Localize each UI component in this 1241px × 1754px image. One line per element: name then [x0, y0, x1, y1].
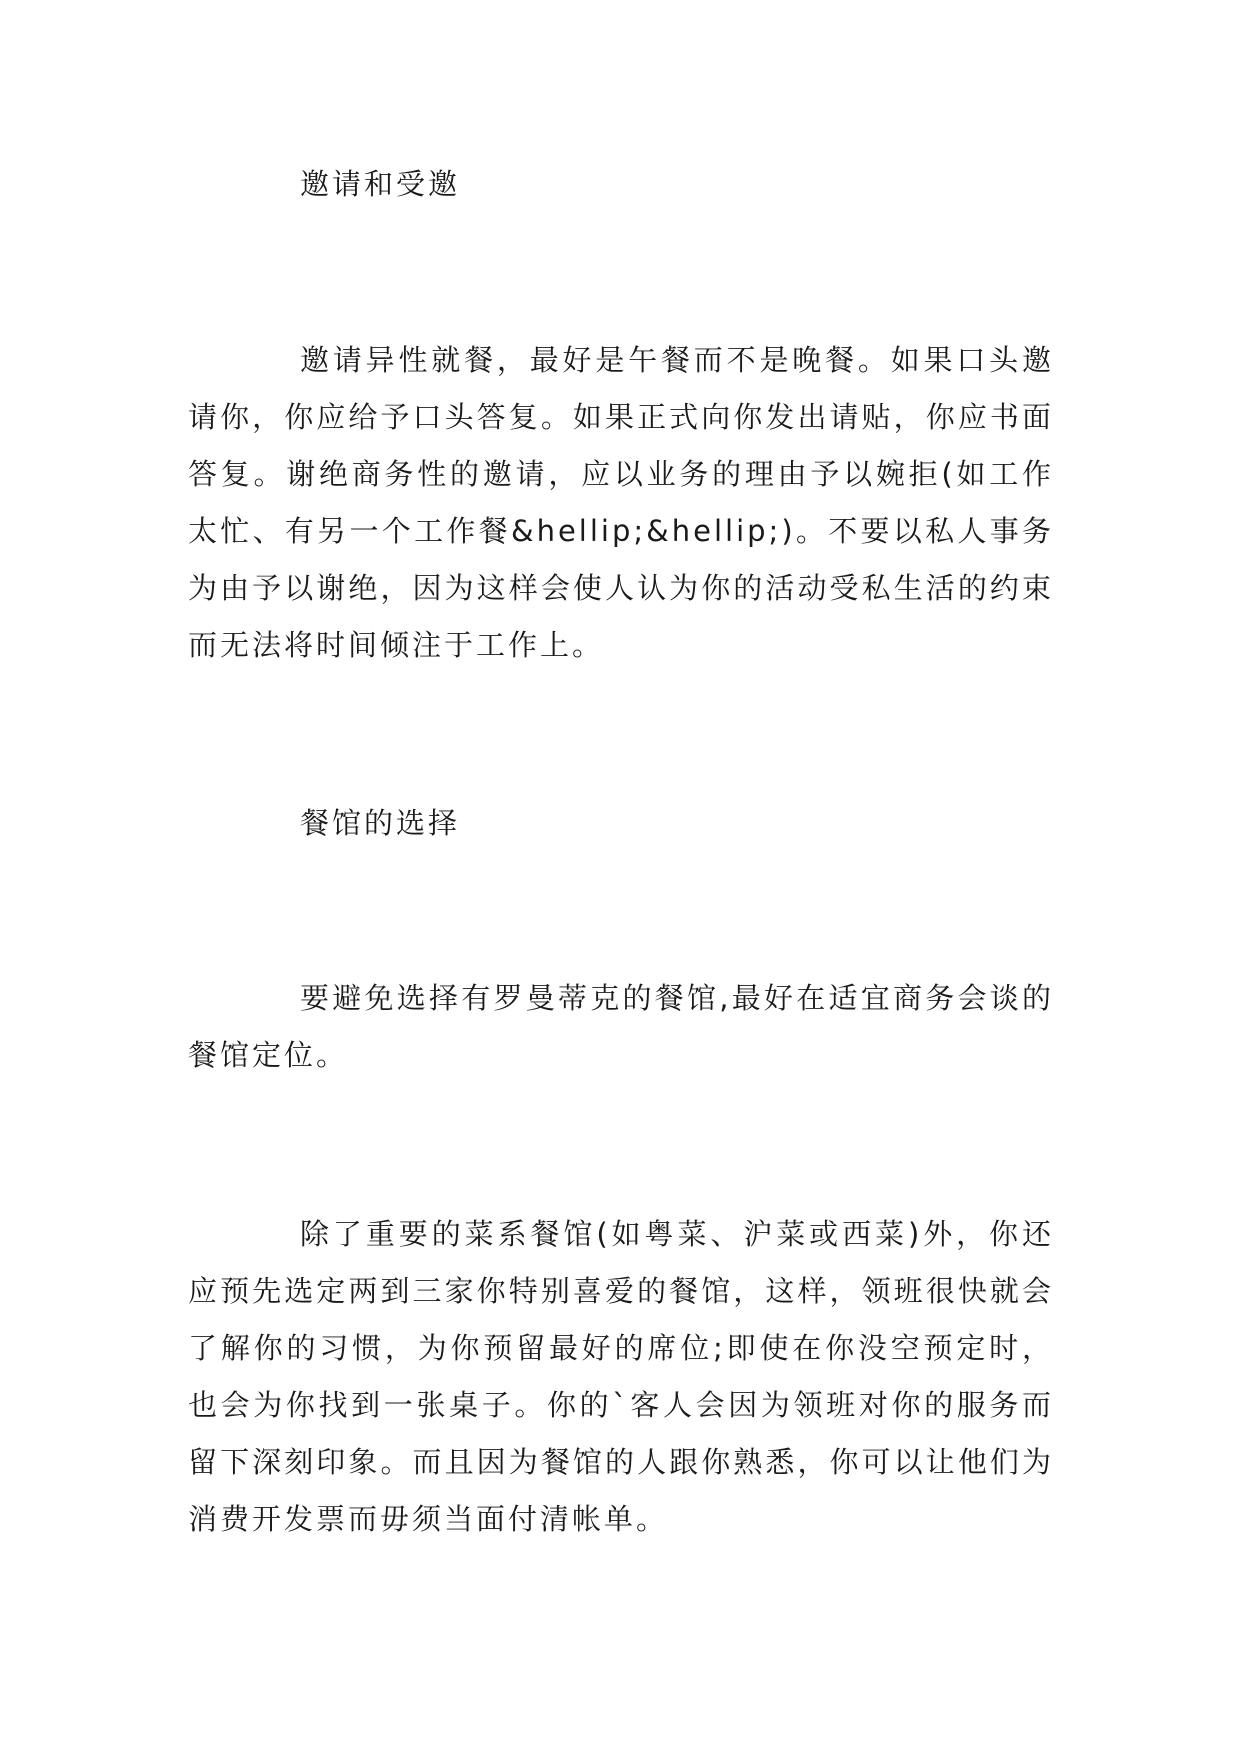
body-paragraph: 要避免选择有罗曼蒂克的餐馆,最好在适宜商务会谈的餐馆定位。 — [188, 981, 1054, 1072]
section-heading: 餐馆的选择 — [300, 806, 461, 840]
section-heading: 邀请和受邀 — [300, 167, 461, 201]
body-paragraph: 邀请异性就餐，最好是午餐而不是晚餐。如果口头邀请你，你应给予口头答复。如果正式向你发出请贴，你应书面答复。谢绝商务性的邀请，应以业务的理由予以婉拒(如工作太忙、有另一个工作餐&hellip;&hellip;)。不要以私人事务为由予以谢绝，因为这样会使人认为你的活动受私生活的约束而无法将时间倾注于工作上。 — [188, 343, 1054, 662]
body-paragraph: 除了重要的菜系餐馆(如粤菜、沪菜或西菜)外，你还应预先选定两到三家你特别喜爱的餐馆，这样，领班很快就会了解你的习惯，为你预留最好的席位;即使在你没空预定时，也会为你找到一张桌子。你的`客人会因为领班对你的服务而留下深刻印象。而且因为餐馆的人跟你熟悉，你可以让他们为消费开发票而毋须当面付清帐单。 — [188, 1217, 1054, 1536]
